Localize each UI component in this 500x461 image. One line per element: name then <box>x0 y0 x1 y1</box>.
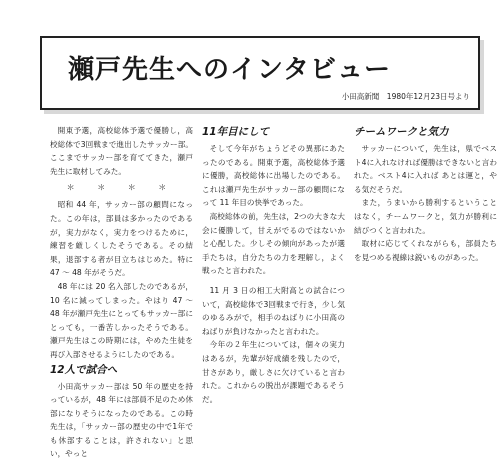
paragraph: 高校総体の前，先生は，2つの大きな大会に優勝して，甘えがでるのではないかと心配した。少しその傾向があったが選手たちは，自分たちの力を理解し，よく戦ったと言われた。 <box>202 210 345 278</box>
paragraph: 48 年には 20 名入部したのであるが，10 名に減ってしまった。やはり 47 〜 48 年が瀬戸先生にとってもサッカー部にとっても，一番苦しかったそうである。瀬戸先生はこの時期には，やめた生徒を再び入部させるようにしたのである。 <box>50 280 193 362</box>
paragraph: また，うまいから勝利するということはなく，チームワークと，気力が勝利に結びつくと言われた。 <box>354 196 497 237</box>
paragraph: サッカーについて，先生は，県でベスト4に入れなければ優勝はできないと言われた。ベスト4に入れば あとは運と，やる気だそうだ。 <box>354 142 497 196</box>
paragraph: 11 月 3 日の相工大附高との試合について，高校総体で3回戦まで行き，少し気のゆるみがで，相手のねばりに小田高のねばりが負けなかったと言われた。 <box>202 284 345 338</box>
paragraph: 小田高サッカー部は 50 年の歴史を持っているが，48 年には部員不足のため休部になりそうになったのである。この時先生は，「サッカー部の歴史の中で1年でも休部することは，許されない」と思い，やっと <box>50 380 193 461</box>
section-heading: 12人で試合へ <box>50 362 193 378</box>
section-heading: 11年目にして <box>202 124 345 140</box>
column-1 <box>50 124 193 423</box>
paragraph: 今年の２年生については，個々の実力はあるが，先輩が好成績を残したので，甘さがあり，厳しさに欠けていると言われた。これからの脱出が課題であるそうだ。 <box>202 338 345 406</box>
section-heading: チームワークと気力 <box>354 124 497 140</box>
paragraph: 昭和 44 年，サッカー部の顧問になった。この年は，部員は多かったのであるが，実力がなく，実力をつけるために，練習を厳しくしたそうである。その結果，退部する者が目立ちはじめた。特に 47 〜 48 年がそうだ。 <box>50 198 193 280</box>
paragraph: そして今年がちょうどその異那にあたったのである。開東予選，高校総体予選に優勝，高校総体に出場したのである。これは瀬戸先生がサッカー部の顧問になって 11 年目の快挙であった。 <box>202 142 345 210</box>
paragraph: 開東予選，高校総体予選で優勝し，高校総体で3回戦まで進出したサッカー部。ここまでサッカー部を育ててきた，瀬戸先生に取材してみた。 <box>50 124 193 178</box>
article-title: 瀬戸先生へのインタビュー <box>68 49 391 86</box>
article-source: 小田高新聞 1980年12月23日号より <box>342 91 470 102</box>
title-box <box>40 36 480 110</box>
column-3 <box>354 124 497 423</box>
paragraph: 取材に応じてくれながらも，部員たちを見つめる視線は鋭いものがあった。 <box>354 237 497 264</box>
separator-stars: ＊ ＊ ＊ ＊ <box>50 180 193 196</box>
column-2 <box>202 124 345 423</box>
